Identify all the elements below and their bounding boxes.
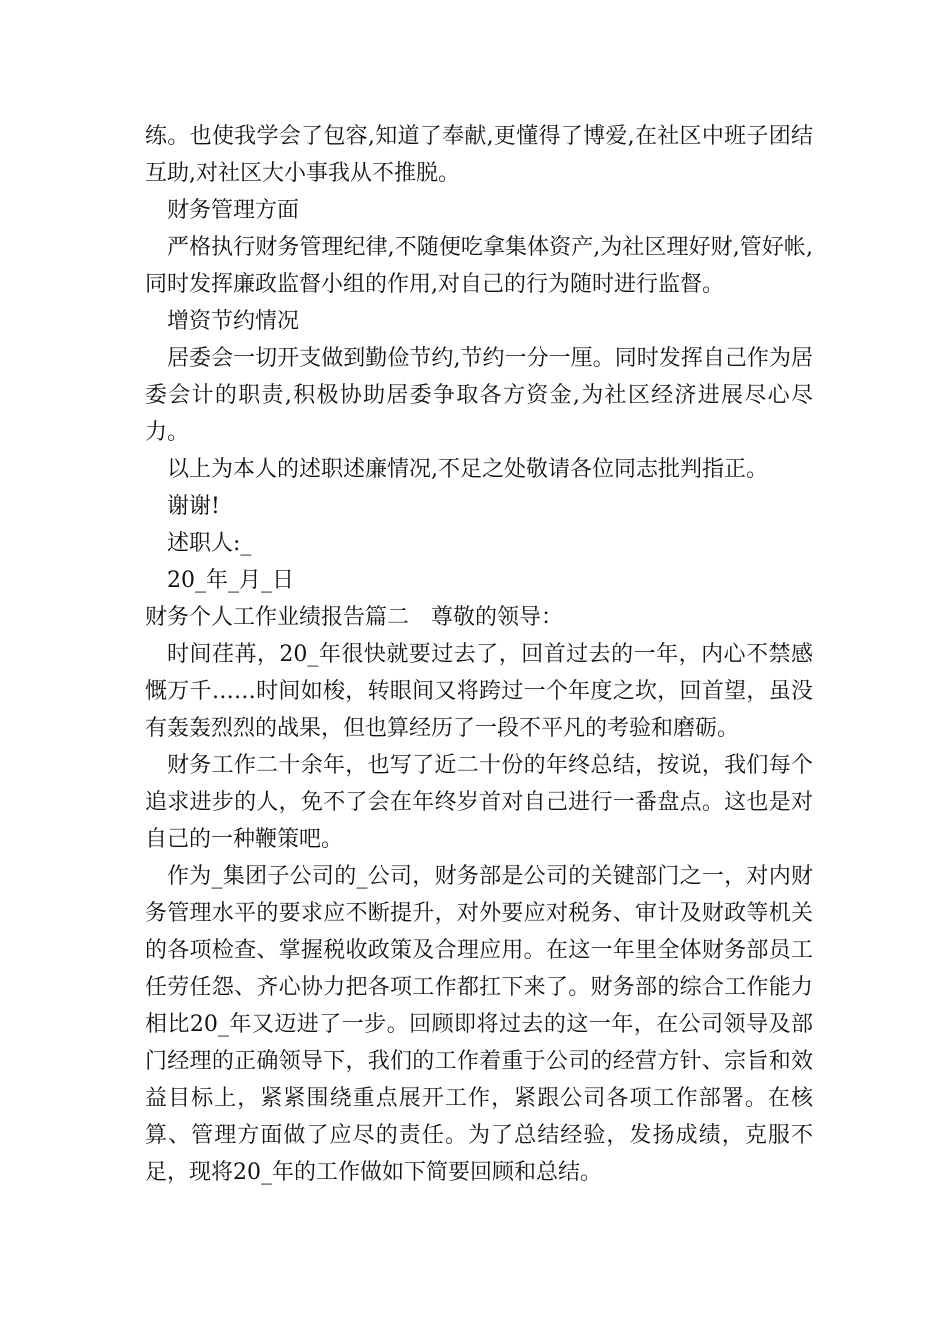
paragraph-thanks: 谢谢! bbox=[167, 494, 220, 519]
heading-financial-management: 财务管理方面 bbox=[167, 198, 300, 223]
paragraph-intro: 时间荏苒，20_年很快就要过去了，回首过去的一年，内心不禁感慨万千……时间如梭，转眼间又将跨过一个年度之坎，回首望，虽没有轰轰烈烈的战果，但也算经历了一段不平凡的考验和磨砺。 bbox=[145, 642, 813, 741]
document-page bbox=[145, 118, 813, 1191]
paragraph-closing: 以上为本人的述职述廉情况,不足之处敬请各位同志批判指正。 bbox=[167, 457, 768, 482]
paragraph-continuation: 练。也使我学会了包容,知道了奉献,更懂得了博爱,在社区中班子团结互助,对社区大小事我从不推脱。 bbox=[145, 124, 813, 186]
paragraph-department: 作为_集团子公司的_公司，财务部是公司的关键部门之一，对内财务管理水平的要求应不断提升，对外要应对税务、审计及财政等机关的各项检查、掌握税收政策及合理应用。在这一年里全体财务部员工任劳任怨、齐心协力把各项工作都扛下来了。财务部的综合工作能力相比20_年又迈进了一步。回顾即将过去的这一年，在公司领导及部门经理的正确领导下，我们的工作着重于公司的经营方针、宗旨和效益目标上，紧紧围绕重点展开工作，紧跟公司各项工作部署。在核算、管理方面做了应尽的责任。为了总结经验，发扬成绩，克服不足，现将20_年的工作做如下简要回顾和总结。 bbox=[145, 864, 813, 1185]
paragraph-experience: 财务工作二十余年，也写了近二十份的年终总结，按说，我们每个追求进步的人，免不了会在年终岁首对自己进行一番盘点。这也是对自己的一种鞭策吧。 bbox=[145, 753, 813, 852]
paragraph-financial-management: 严格执行财务管理纪律,不随便吃拿集体资产,为社区理好财,管好帐,同时发挥廉政监督小组的作用,对自己的行为随时进行监督。 bbox=[145, 235, 813, 297]
heading-savings: 增资节约情况 bbox=[167, 309, 300, 334]
signature-line: 述职人:_ bbox=[167, 531, 252, 556]
report-title-line: 财务个人工作业绩报告篇二 尊敬的领导： bbox=[145, 605, 564, 630]
paragraph-savings: 居委会一切开支做到勤俭节约,节约一分一厘。同时发挥自己作为居委会计的职责,积极协助居委争取各方资金,为社区经济进展尽心尽力。 bbox=[145, 346, 813, 445]
date-line: 20_年_月_日 bbox=[167, 568, 294, 593]
